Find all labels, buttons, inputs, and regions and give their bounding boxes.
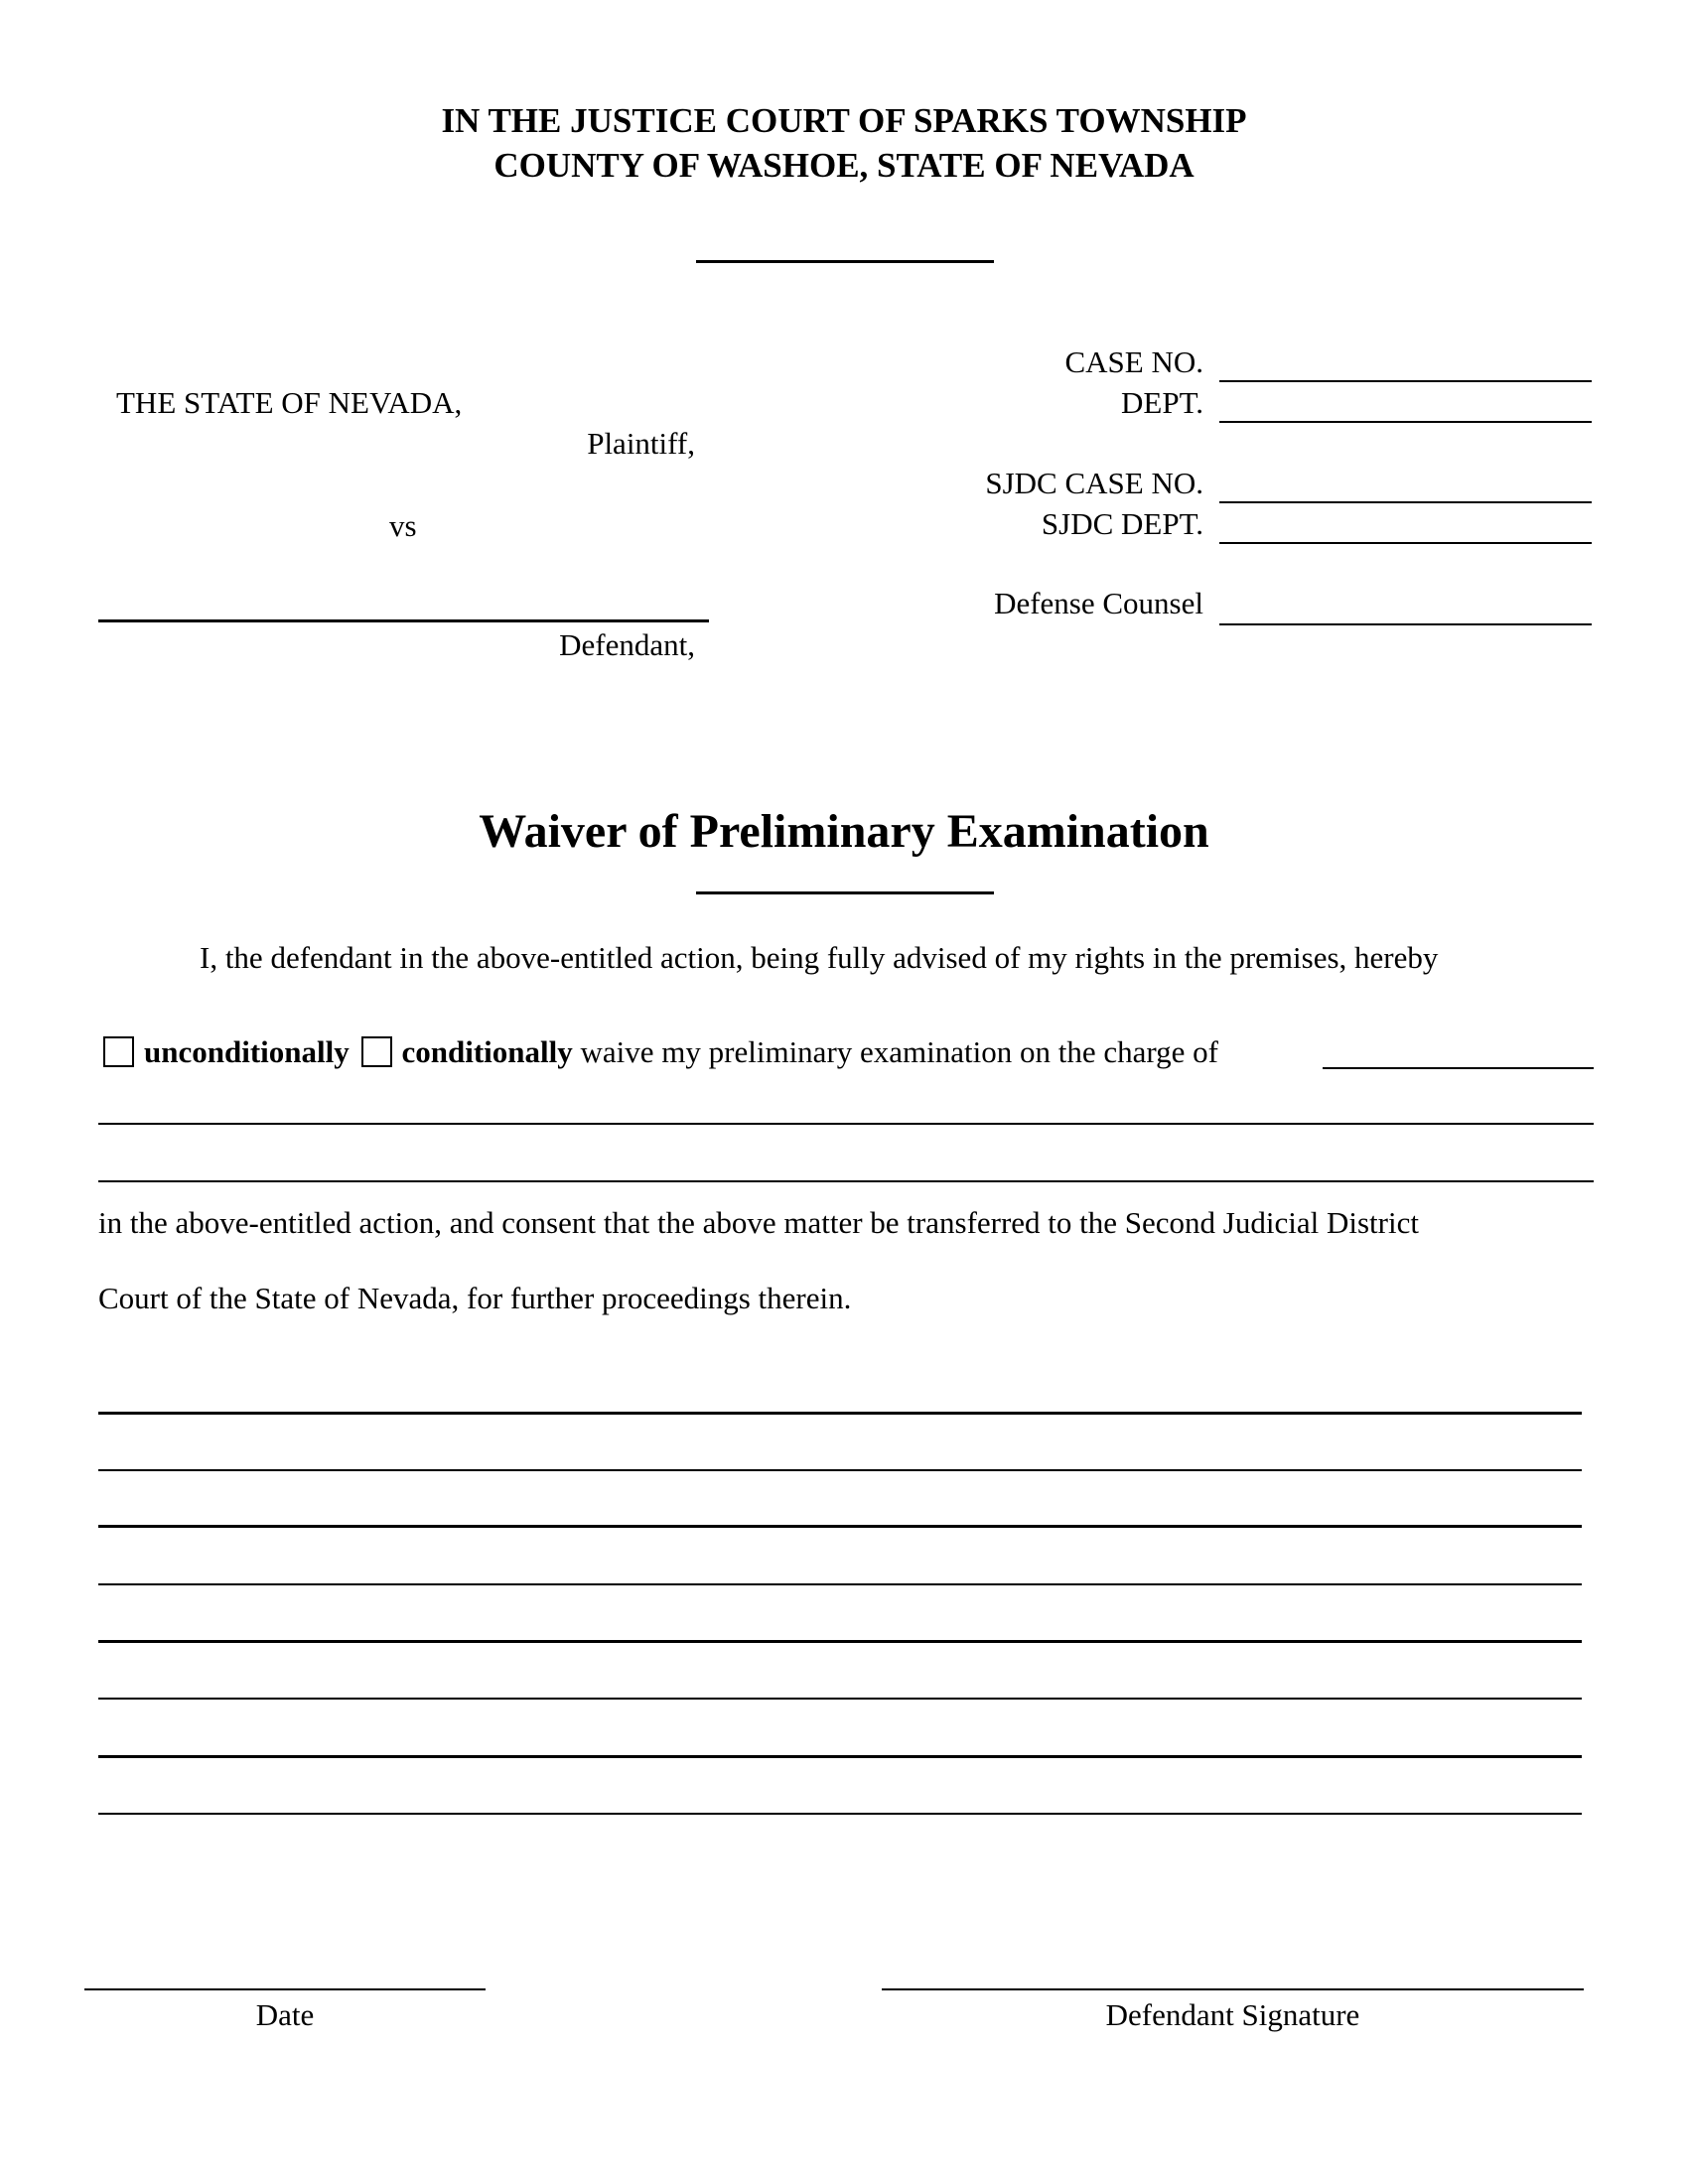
dept-label: DEPT. [1121,385,1203,420]
plaintiff-name: THE STATE OF NEVADA, [116,385,463,420]
date-field[interactable] [84,1988,486,1990]
conditionally-label: conditionally [401,1034,573,1069]
defendant-signature-field[interactable] [882,1988,1584,1990]
defendant-name-line[interactable] [98,619,709,622]
sjdc-case-no-label: SJDC CASE NO. [985,466,1203,500]
charge-field[interactable] [1323,1067,1594,1069]
sjdc-dept-label: SJDC DEPT. [1041,506,1203,541]
unconditionally-label: unconditionally [144,1034,350,1069]
document-title: Waiver of Preliminary Examination [479,805,1209,858]
blank-line[interactable] [98,1412,1582,1415]
consent-text-line-1: in the above-entitled action, and consent that the above matter be transferred to the Second Judicial District [98,1205,1419,1240]
plaintiff-label: Plaintiff, [587,426,695,461]
dept-field[interactable] [1219,421,1592,423]
unconditionally-checkbox[interactable] [103,1036,134,1067]
blank-line[interactable] [98,1640,1582,1643]
blank-line[interactable] [98,1583,1582,1585]
court-header-line-2: COUNTY OF WASHOE, STATE OF NEVADA [493,146,1195,185]
sjdc-dept-field[interactable] [1219,542,1592,544]
charge-continuation-line-2[interactable] [98,1180,1594,1182]
waiver-options-line [103,1034,1218,1070]
date-label: Date [255,1997,315,2032]
blank-line[interactable] [98,1469,1582,1471]
blank-line[interactable] [98,1813,1582,1815]
intro-text: I, the defendant in the above-entitled action, being fully advised of my rights in the premises, hereby [200,940,1439,975]
blank-line[interactable] [98,1525,1582,1528]
sjdc-case-no-field[interactable] [1219,501,1592,503]
conditionally-checkbox[interactable] [361,1036,392,1067]
waive-text: waive my preliminary examination on the charge of [580,1034,1218,1069]
header-divider [696,260,994,263]
court-header-line-1: IN THE JUSTICE COURT OF SPARKS TOWNSHIP [441,101,1247,140]
blank-line[interactable] [98,1755,1582,1758]
blank-line[interactable] [98,1698,1582,1700]
charge-continuation-line-1[interactable] [98,1123,1594,1125]
title-divider [696,891,994,894]
defendant-label: Defendant, [559,627,695,662]
defendant-signature-label: Defendant Signature [1105,1997,1360,2032]
case-no-label: CASE NO. [1064,344,1203,379]
defense-counsel-field[interactable] [1219,623,1592,625]
defense-counsel-label: Defense Counsel [994,586,1203,620]
versus-label: vs [389,508,417,543]
consent-text-line-2: Court of the State of Nevada, for further proceedings therein. [98,1281,852,1315]
case-no-field[interactable] [1219,380,1592,382]
